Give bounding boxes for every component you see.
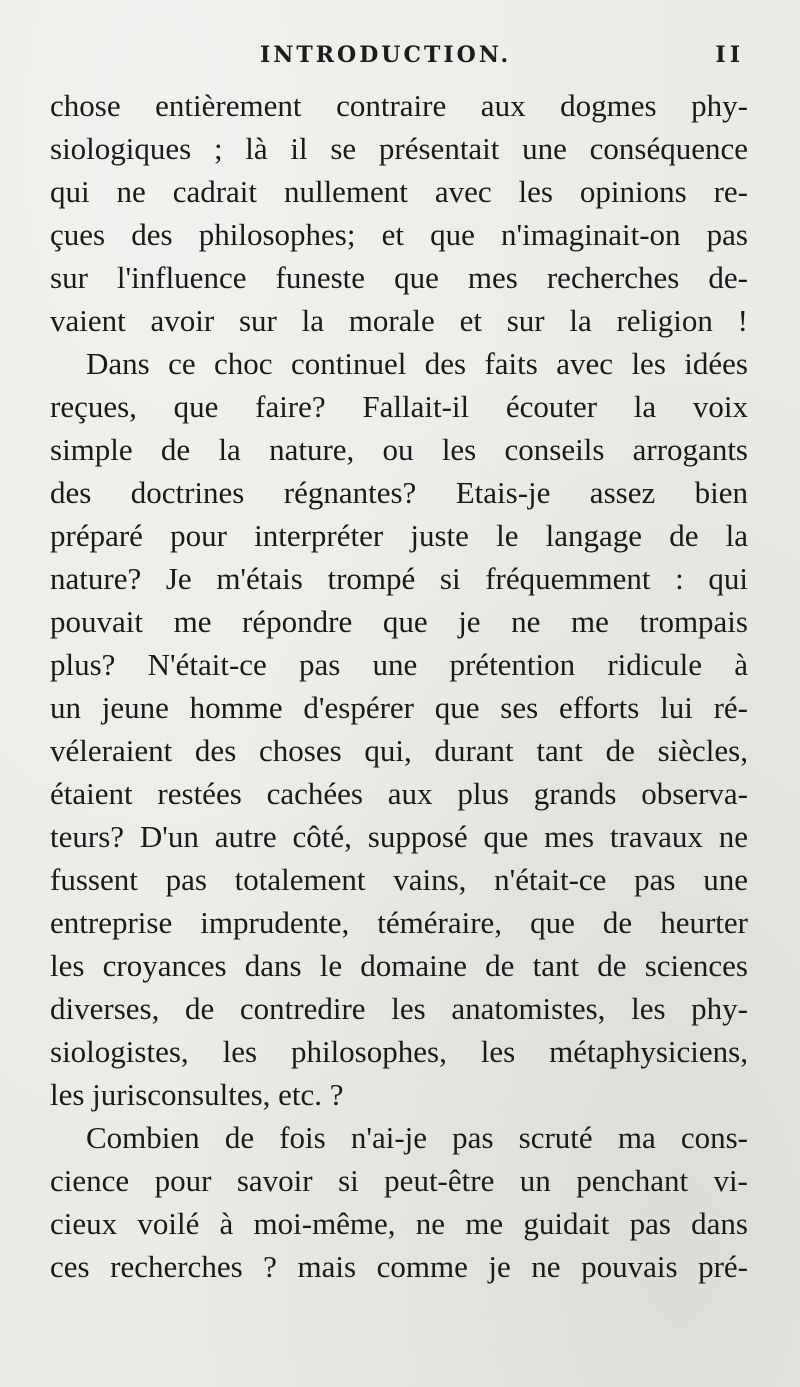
text-line: les croyances dans le domaine de tant de sciences [50, 948, 748, 983]
text-line: teurs? D'un autre côté, supposé que mes travaux ne [50, 819, 748, 854]
running-title: INTRODUCTION. [260, 42, 512, 68]
text-line: pouvait me répondre que je ne me trompais [50, 604, 748, 639]
text-line: cieux voilé à moi-même, ne me guidait pas dans [50, 1206, 748, 1241]
text-line: siologiques ; là il se présentait une conséquence [50, 131, 748, 166]
text-line: ces recherches ? mais comme je ne pouvais pré- [50, 1249, 748, 1284]
text-line: siologistes, les philosophes, les métaphysiciens, [50, 1034, 748, 1069]
text-line: çues des philosophes; et que n'imaginait-on pas [50, 217, 748, 252]
text-line: plus? N'était-ce pas une prétention ridicule à [50, 647, 748, 682]
text-line: reçues, que faire? Fallait-il écouter la voix [50, 389, 748, 424]
text-line: un jeune homme d'espérer que ses efforts lui ré- [50, 690, 748, 725]
text-line: nature? Je m'étais trompé si fréquemment : qui [50, 561, 748, 596]
text-line: sur l'influence funeste que mes recherches de- [50, 260, 748, 295]
text-line: les jurisconsultes, etc. ? [50, 1077, 344, 1112]
paragraph [50, 1116, 748, 1288]
text-line: entreprise imprudente, téméraire, que de heurter [50, 905, 748, 940]
text-line: diverses, de contredire les anatomistes, les phy- [50, 991, 748, 1026]
text-line: cience pour savoir si peut-être un penchant vi- [50, 1163, 748, 1198]
text-line: véleraient des choses qui, durant tant de siècles, [50, 733, 748, 768]
text-line: étaient restées cachées aux plus grands observa- [50, 776, 748, 811]
text-line: des doctrines régnantes? Etais-je assez bien [50, 475, 748, 510]
text-line: fussent pas totalement vains, n'était-ce pas une [50, 862, 748, 897]
running-head [48, 42, 748, 78]
text-line: préparé pour interpréter juste le langage de la [50, 518, 748, 553]
text-line: qui ne cadrait nullement avec les opinions re- [50, 174, 748, 209]
text-line: Combien de fois n'ai-je pas scruté ma cons- [86, 1120, 748, 1155]
body-text [50, 84, 748, 1288]
paragraph [50, 342, 748, 1116]
text-line: chose entièrement contraire aux dogmes phy- [50, 88, 748, 123]
text-line: Dans ce choc continuel des faits avec les idées [86, 346, 748, 381]
paragraph [50, 84, 748, 342]
text-line: vaient avoir sur la morale et sur la religion ! [50, 303, 748, 338]
text-line: simple de la nature, ou les conseils arrogants [50, 432, 748, 467]
page-number: II [715, 42, 744, 68]
